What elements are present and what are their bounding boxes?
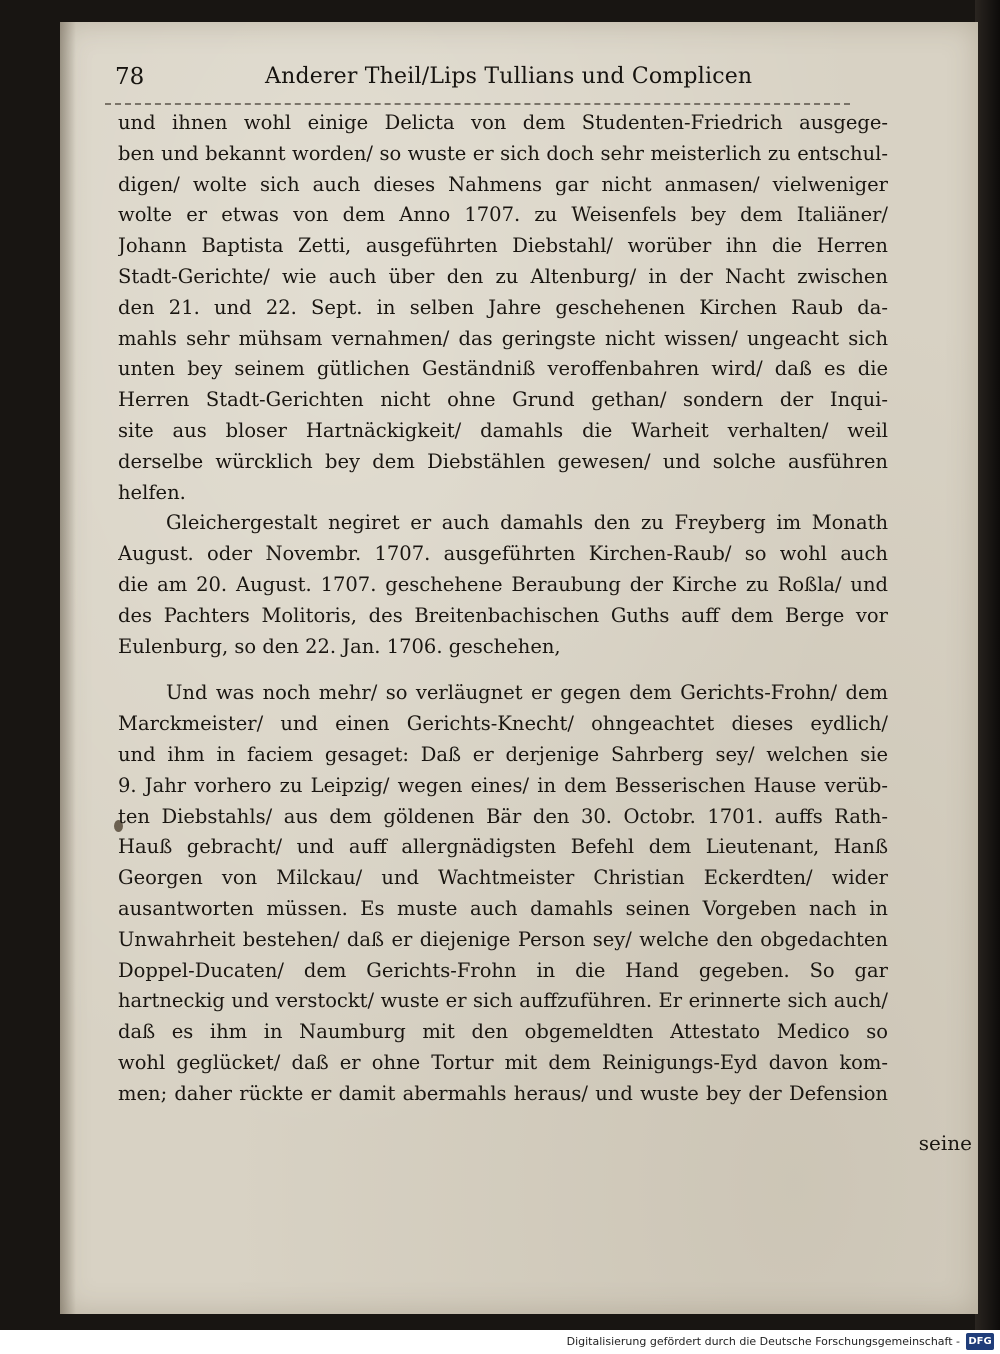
- footer-bar: [0, 1330, 1000, 1354]
- text-line: helfen.: [118, 480, 186, 504]
- text-line: Und was noch mehr/ so verläugnet er gegen dem Gerichts-Frohn/ dem: [166, 681, 888, 705]
- text-line: Unwahrheit bestehen/ daß er diejenige Person sey/ welche den obgedachten: [118, 927, 888, 951]
- text-line: men; daher rückte er damit abermahls heraus/ und wuste bey der Defension: [118, 1081, 888, 1105]
- text-line: wohl geglücket/ daß er ohne Tortur mit dem Reinigungs-Eyd davon kom-: [118, 1050, 888, 1074]
- catchword: seine: [918, 1131, 972, 1155]
- page-gutter-shadow: [60, 22, 76, 1314]
- text-line: ben und bekannt worden/ so wuste er sich doch sehr meisterlich zu entschul-: [118, 141, 888, 165]
- text-line: Johann Baptista Zetti, ausgeführten Diebstahl/ worüber ihn die Herren: [118, 234, 888, 258]
- text-line: ausantworten müssen. Es muste auch damahls seinen Vorgeben nach in: [118, 896, 888, 920]
- text-line: daß es ihm in Naumburg mit den obgemeldten Attestato Medico so: [118, 1020, 888, 1044]
- text-line: Herren Stadt-Gerichten nicht ohne Grund gethan/ sondern der Inqui-: [118, 388, 888, 412]
- text-line: Doppel-Ducaten/ dem Gerichts-Frohn in die Hand gegeben. So gar: [118, 958, 888, 982]
- page-number: 78: [115, 64, 145, 90]
- text-line: digen/ wolte sich auch dieses Nahmens gar nicht anmasen/ vielweniger: [118, 172, 888, 196]
- running-head: Anderer Theil/Lips Tullians und Complicen: [265, 64, 753, 89]
- text-line: site aus bloser Hartnäckigkeit/ damahls die Warheit verhalten/ weil: [118, 418, 888, 442]
- text-line: den 21. und 22. Sept. in selben Jahre geschehenen Kirchen Raub da-: [118, 295, 888, 319]
- paragraph-gap: [118, 662, 888, 678]
- paragraph-1: [118, 108, 888, 508]
- text-line: Georgen von Milckau/ und Wachtmeister Christian Eckerdten/ wider: [118, 866, 888, 890]
- text-line: wolte er etwas von dem Anno 1707. zu Weisenfels bey dem Italiäner/: [118, 203, 888, 227]
- text-line: Gleichergestalt negiret er auch damahls den zu Freyberg im Monath: [166, 511, 888, 535]
- header-rule: [105, 103, 850, 105]
- dfg-logo: DFG: [966, 1333, 994, 1350]
- text-line: Hauß gebracht/ und auff allergnädigsten Befehl dem Lieutenant, Hanß: [118, 835, 888, 859]
- text-line: Stadt-Gerichte/ wie auch über den zu Altenburg/ in der Nacht zwischen: [118, 264, 888, 288]
- text-line: Eulenburg, so den 22. Jan. 1706. geschehen,: [118, 634, 561, 658]
- book-edge: [975, 0, 1000, 1330]
- text-line: hartneckig und verstockt/ wuste er sich auffzuführen. Er erinnerte sich auch/: [118, 989, 888, 1013]
- text-line: und ihm in faciem gesaget: Daß er derjenige Sahrberg sey/ welchen sie: [118, 742, 888, 766]
- text-line: des Pachters Molitoris, des Breitenbachischen Guths auff dem Berge vor: [118, 603, 888, 627]
- text-line: derselbe würcklich bey dem Diebstählen gewesen/ und solche ausführen: [118, 449, 888, 473]
- paragraph-2: [118, 508, 888, 662]
- body-text: [118, 108, 888, 1110]
- funding-credit: Digitalisierung gefördert durch die Deutsche Forschungsgemeinschaft -: [566, 1335, 960, 1348]
- text-line: unten bey seinem gütlichen Geständniß veroffenbahren wird/ daß es die: [118, 357, 888, 381]
- text-line: 9. Jahr vorhero zu Leipzig/ wegen eines/ in dem Besserischen Hause verüb-: [118, 773, 888, 797]
- text-line: ten Diebstahls/ aus dem göldenen Bär den 30. Octobr. 1701. auffs Rath-: [118, 804, 888, 828]
- paragraph-3: [118, 678, 888, 1109]
- text-line: Marckmeister/ und einen Gerichts-Knecht/ ohngeachtet dieses eydlich/: [118, 712, 888, 736]
- text-line: August. oder Novembr. 1707. ausgeführten Kirchen-Raub/ so wohl auch: [118, 542, 888, 566]
- page-header: [115, 62, 875, 102]
- text-line: und ihnen wohl einige Delicta von dem Studenten-Friedrich ausgege-: [118, 111, 888, 134]
- text-line: mahls sehr mühsam vernahmen/ das geringste nicht wissen/ ungeacht sich: [118, 326, 888, 350]
- text-line: die am 20. August. 1707. geschehene Beraubung der Kirche zu Roßla/ und: [118, 572, 888, 596]
